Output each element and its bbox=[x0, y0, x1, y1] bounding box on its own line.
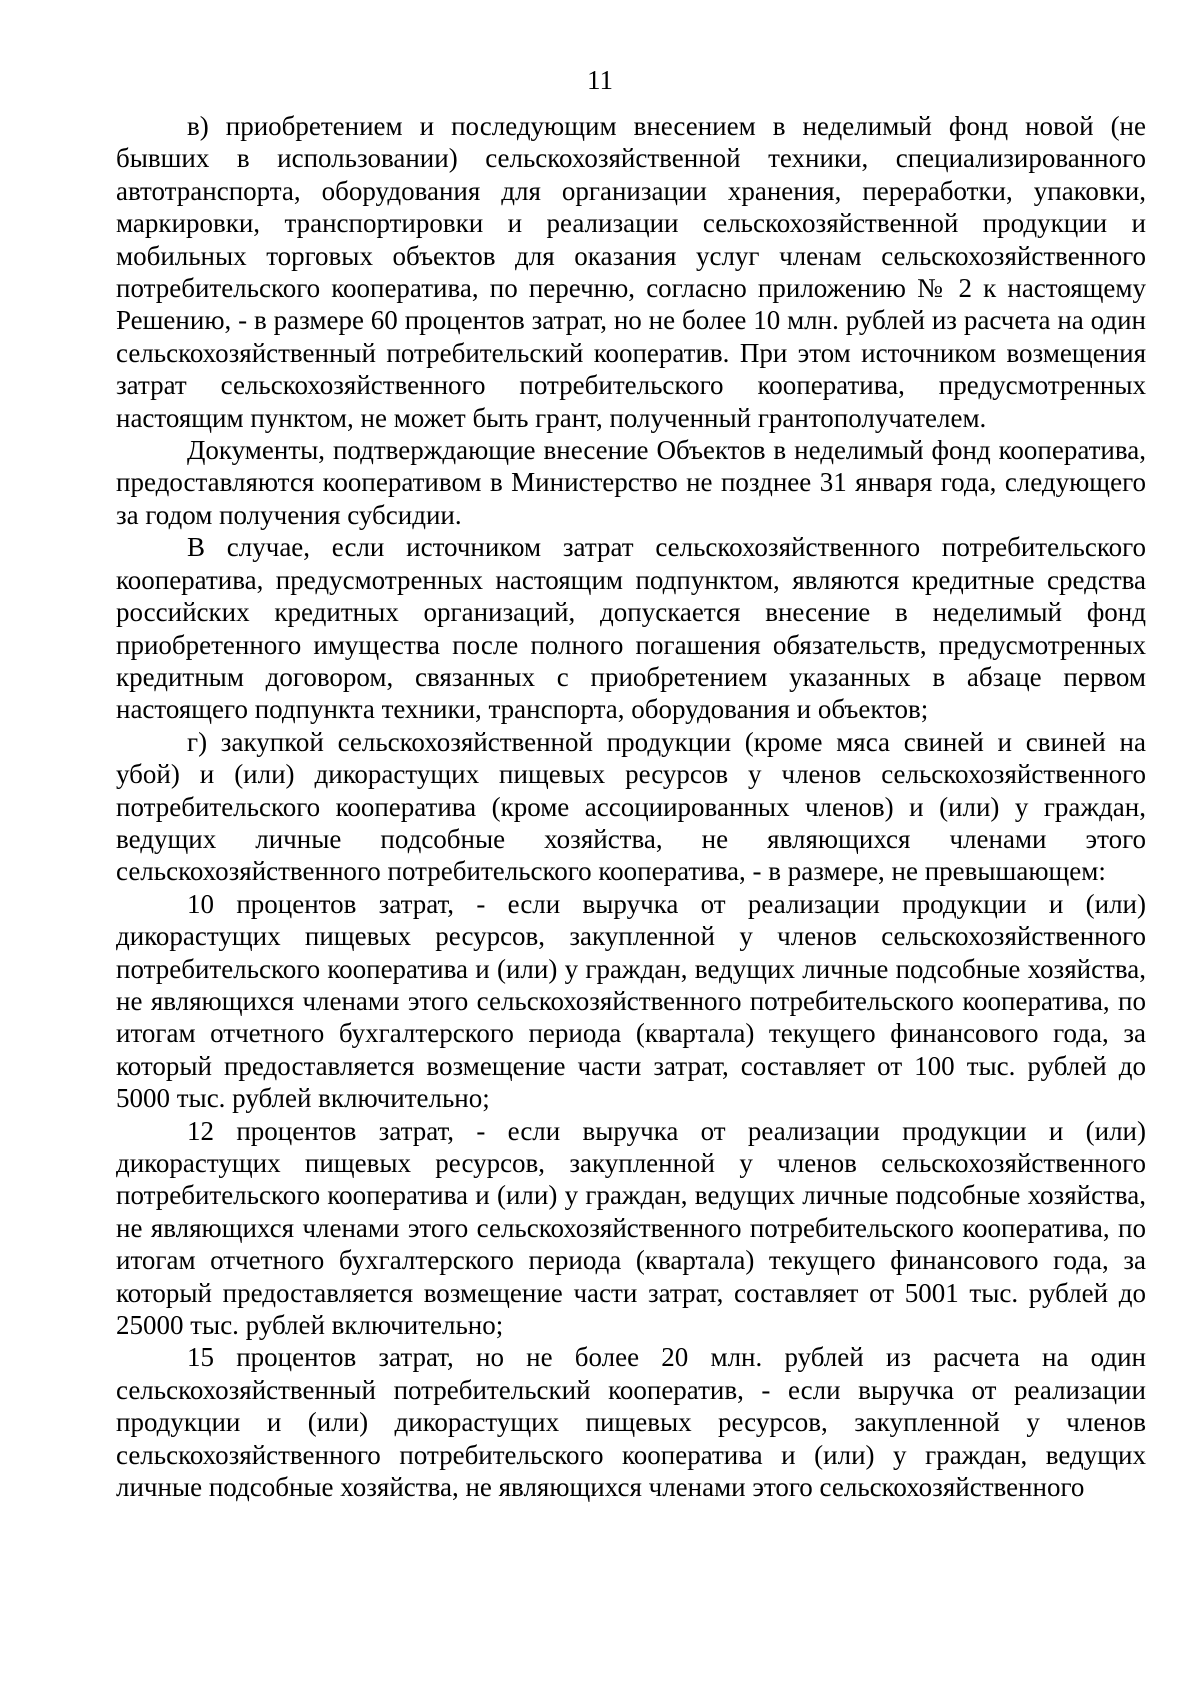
paragraph-subitem-g: г) закупкой сельскохозяйственной продукции (кроме мяса свиней и свиней на убой) и (или) дикорастущих пищевых ресурсов у членов сельскохозяйственного потребительского кооператива (кроме ассоциированных членов) и (или) у граждан, ведущих личные подсобные хозяйства, не являющихся членами этого сельскохозяйственного потребительского кооператива, - в размере, не превышающем: bbox=[116, 726, 1146, 887]
paragraph-12-percent: 12 процентов затрат, - если выручка от реализации продукции и (или) дикорастущих пищевых ресурсов, закупленной у членов сельскохозяйственного потребительского кооператива и (или) у граждан, ведущих личные подсобные хозяйства, не являющихся членами этого сельскохозяйственного потребительского кооператива, по итогам отчетного бухгалтерского периода (квартала) текущего финансового года, за который предоставляется возмещение части затрат, составляет от 5001 тыс. рублей до 25000 тыс. рублей включительно; bbox=[116, 1115, 1146, 1341]
paragraph-documents-deadline: Документы, подтверждающие внесение Объектов в неделимый фонд кооператива, предоставляются кооперативом в Министерство не позднее 31 января года, следующего за годом получения субсидии. bbox=[116, 435, 1146, 530]
paragraph-10-percent: 10 процентов затрат, - если выручка от реализации продукции и (или) дикорастущих пищевых ресурсов, закупленной у членов сельскохозяйственного потребительского кооператива и (или) у граждан, ведущих личные подсобные хозяйства, не являющихся членами этого сельскохозяйственного потребительского кооператива, по итогам отчетного бухгалтерского периода (квартала) текущего финансового года, за который предоставляется возмещение части затрат, составляет от 100 тыс. рублей до 5000 тыс. рублей включительно; bbox=[116, 888, 1146, 1114]
paragraph-15-percent: 15 процентов затрат, но не более 20 млн. рублей из расчета на один сельскохозяйственный потребительский кооператив, - если выручка от реализации продукции и (или) дикорастущих пищевых ресурсов, закупленной у членов сельскохозяйственного потребительского кооператива и (или) у граждан, ведущих личные подсобные хозяйства, не являющихся членами этого сельскохозяйственного bbox=[116, 1342, 1146, 1503]
paragraph-credit-funds: В случае, если источником затрат сельскохозяйственного потребительского кооператива, предусмотренных настоящим подпунктом, являются кредитные средства российских кредитных организаций, допускается внесение в неделимый фонд приобретенного имущества после полного погашения обязательств, предусмотренных кредитным договором, связанных с приобретением указанных в абзаце первом настоящего подпункта техники, транспорта, оборудования и объектов; bbox=[116, 532, 1146, 725]
page-number: 11 bbox=[587, 65, 613, 95]
paragraph-subitem-v: в) приобретением и последующим внесением в неделимый фонд новой (не бывших в использовании) сельскохозяйственной техники, специализированного автотранспорта, оборудования для организации хранения, переработки, упаковки, маркировки, транспортировки и реализации сельскохозяйственной продукции и мобильных торговых объектов для оказания услуг членам сельскохозяйственного потребительского кооператива, по перечню, согласно приложению № 2 к настоящему Решению, - в размере 60 процентов затрат, но не более 10 млн. рублей из расчета на один сельскохозяйственный потребительский кооператив. При этом источником возмещения затрат сельскохозяйственного потребительского кооператива, предусмотренных настоящим пунктом, не может быть грант, полученный грантополучателем. bbox=[116, 111, 1146, 433]
document-body bbox=[116, 110, 1146, 1503]
